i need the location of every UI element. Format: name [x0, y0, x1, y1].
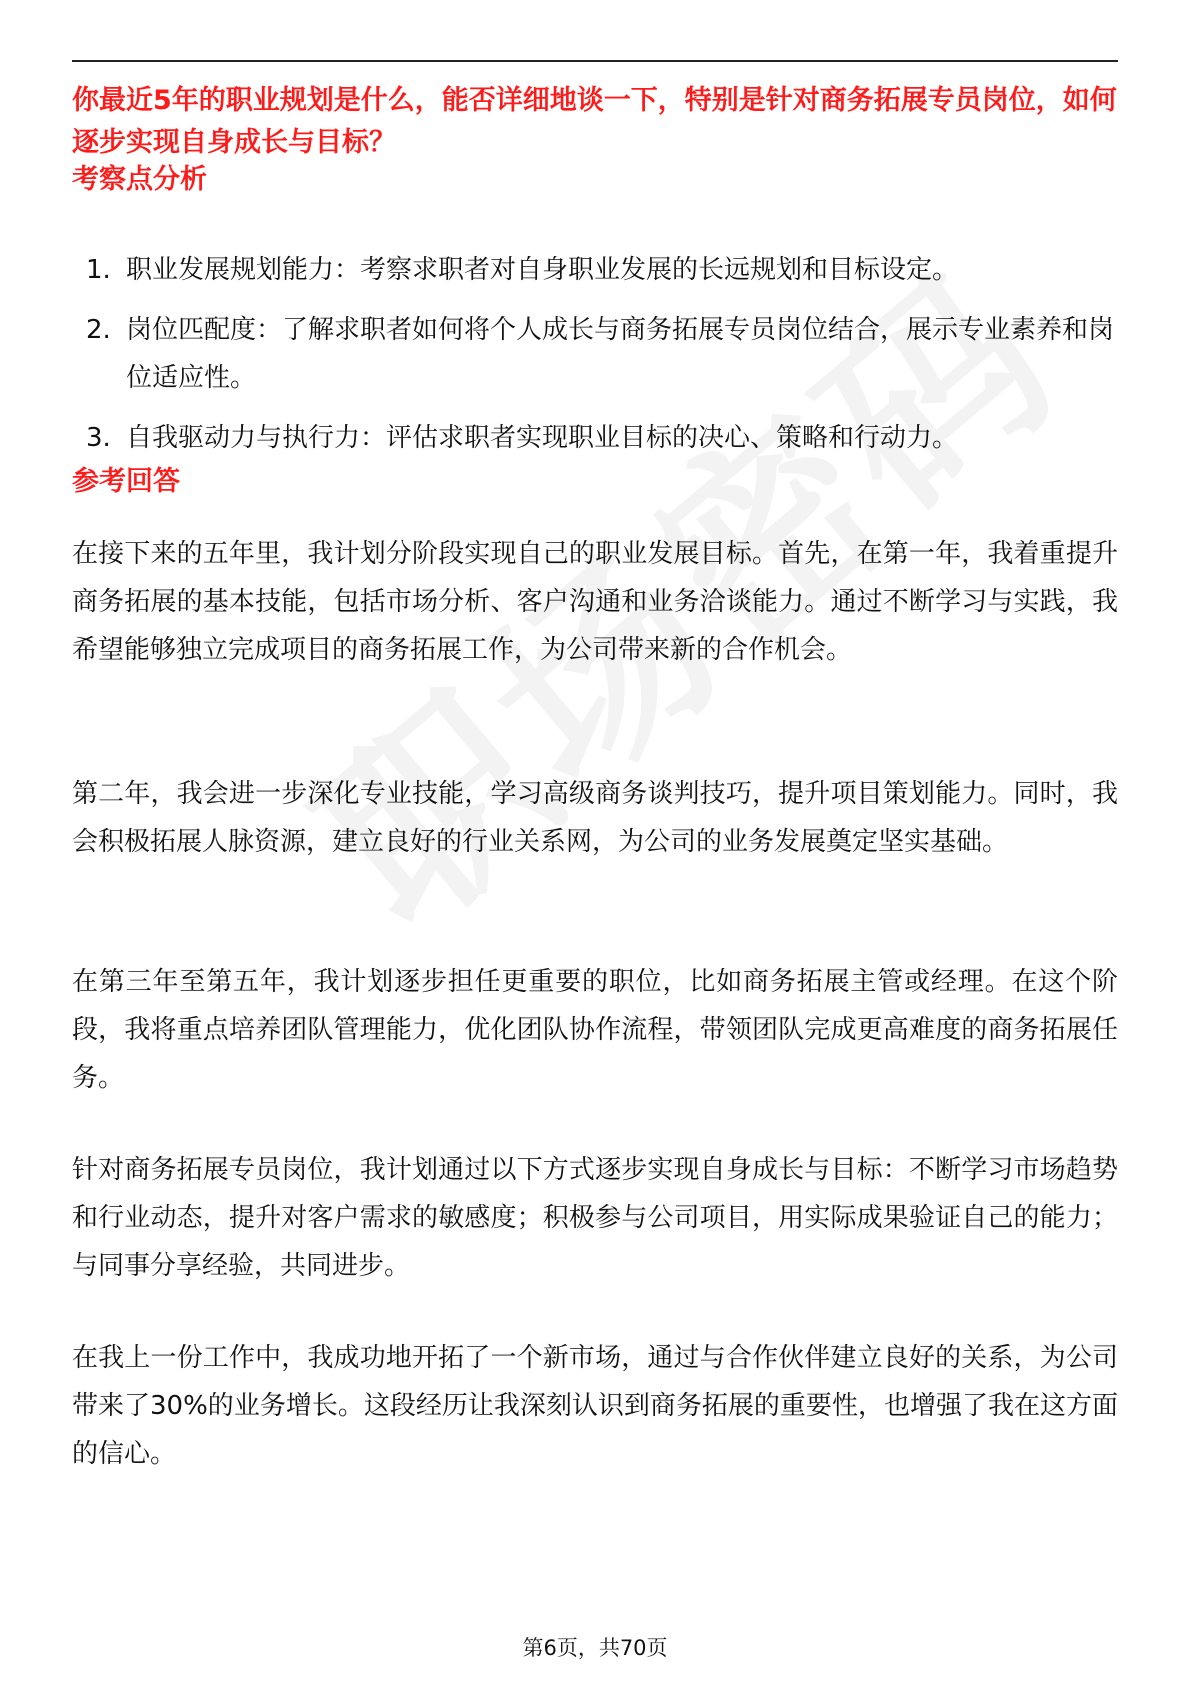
analysis-section-title: 考察点分析 [72, 164, 207, 195]
analysis-item-number: 2. [86, 315, 111, 345]
analysis-item-number: 3. [86, 423, 111, 453]
answer-paragraph: 针对商务拓展专员岗位，我计划通过以下方式逐步实现自身成长与目标：不断学习市场趋势和行业动态，提升对客户需求的敏感度；积极参与公司项目，用实际成果验证自己的能力；与同事分享经验，共同进步。 [72, 1155, 1118, 1281]
answer-paragraph: 在我上一份工作中，我成功地开拓了一个新市场，通过与合作伙伴建立良好的关系，为公司带来了30%的业务增长。这段经历让我深刻认识到商务拓展的重要性，也增强了我在这方面的信心。 [72, 1343, 1118, 1469]
analysis-item-text: 自我驱动力与执行力：评估求职者实现职业目标的决心、策略和行动力。 [126, 423, 959, 453]
analysis-item [72, 246, 1118, 294]
question-heading: 你最近5年的职业规划是什么，能否详细地谈一下，特别是针对商务拓展专员岗位，如何逐步实现自身成长与目标？ [72, 85, 1117, 158]
answer-paragraph: 在接下来的五年里，我计划分阶段实现自己的职业发展目标。首先，在第一年，我着重提升商务拓展的基本技能，包括市场分析、客户沟通和业务洽谈能力。通过不断学习与实践，我希望能够独立完成项目的商务拓展工作，为公司带来新的合作机会。 [72, 539, 1118, 665]
analysis-item [72, 306, 1118, 402]
top-divider [72, 60, 1118, 62]
page-number: 第6页，共70页 [522, 1636, 668, 1660]
answer-section-title: 参考回答 [72, 466, 180, 497]
analysis-item-number: 1. [86, 255, 111, 285]
analysis-item [72, 414, 1118, 462]
answer-paragraph: 第二年，我会进一步深化专业技能，学习高级商务谈判技巧，提升项目策划能力。同时，我会积极拓展人脉资源，建立良好的行业关系网，为公司的业务发展奠定坚实基础。 [72, 779, 1118, 857]
analysis-item-text: 岗位匹配度：了解求职者如何将个人成长与商务拓展专员岗位结合，展示专业素养和岗位适应性。 [126, 315, 1115, 393]
analysis-item-text: 职业发展规划能力：考察求职者对自身职业发展的长远规划和目标设定。 [126, 255, 959, 285]
analysis-list [72, 246, 1118, 474]
answer-paragraph: 在第三年至第五年，我计划逐步担任更重要的职位，比如商务拓展主管或经理。在这个阶段，我将重点培养团队管理能力，优化团队协作流程，带领团队完成更高难度的商务拓展任务。 [72, 967, 1118, 1093]
